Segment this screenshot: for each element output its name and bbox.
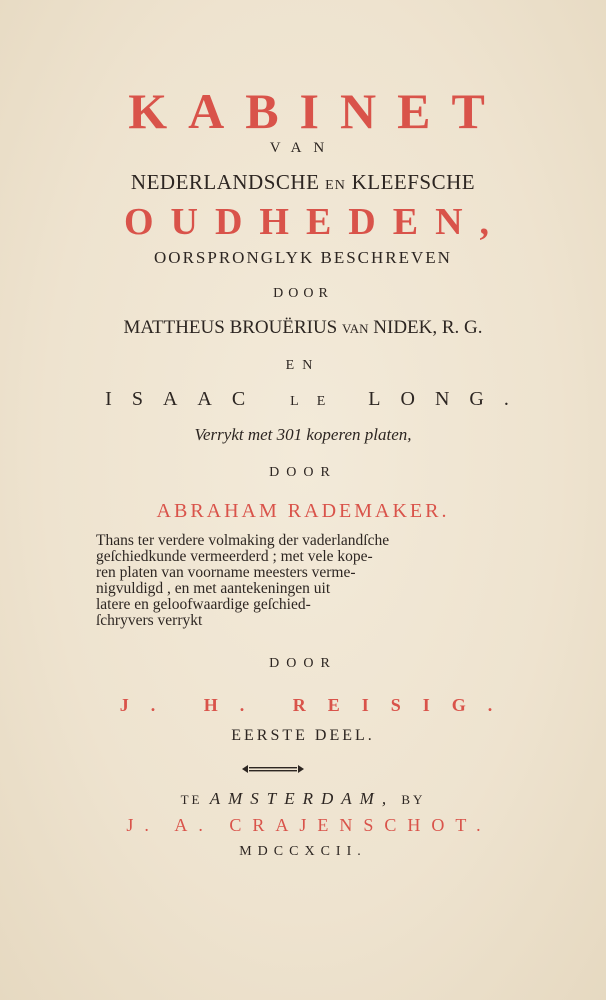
subtitle-line-1 bbox=[0, 170, 606, 195]
author-1-name: MATTHEUS BROUËRIUS bbox=[123, 317, 338, 338]
title-van: VAN bbox=[269, 140, 337, 156]
publisher-name: J. A. CRAJENSCHOT. bbox=[126, 815, 492, 835]
paragraph-line: ſchryvers verrykt bbox=[96, 612, 203, 629]
imprint-by: BY bbox=[401, 792, 426, 807]
author-2-surname: LONG. bbox=[368, 388, 529, 410]
subtitle-word-en: EN bbox=[325, 178, 346, 193]
author-2-le: LE bbox=[290, 394, 344, 409]
paragraph-line: latere en geloofwaardige geſchied- bbox=[96, 596, 311, 613]
author-1-van: VAN bbox=[342, 321, 369, 336]
paragraph-line: geſchiedkunde vermeerderd ; met vele kope- bbox=[96, 548, 373, 565]
subtitle-word-a: NEDERLANDSCHE bbox=[130, 170, 320, 194]
imprint-place bbox=[0, 789, 606, 809]
subtitle-line-2: OORSPRONGLYK BESCHREVEN bbox=[154, 248, 452, 267]
author-2 bbox=[0, 388, 606, 411]
paragraph-line: nigvuldigd , en met aantekeningen uit bbox=[96, 580, 331, 597]
paragraph-line: Thans ter verdere volmaking der vaderlandſche bbox=[96, 532, 390, 549]
door-label-2: DOOR bbox=[269, 465, 337, 480]
author-1-surname: NIDEK, R. G. bbox=[373, 317, 483, 338]
author-1 bbox=[0, 317, 606, 339]
plates-line: Verrykt met 301 koperen platen, bbox=[194, 425, 412, 444]
subtitle-word-b: KLEEFSCHE bbox=[351, 170, 476, 194]
volume-label: EERSTE DEEL. bbox=[231, 727, 375, 744]
door-label-1: DOOR bbox=[273, 286, 333, 301]
paragraph-line: ren platen van voorname meesters verme- bbox=[96, 564, 356, 581]
title-oudheden: OUDHEDEN, bbox=[123, 201, 507, 243]
description-paragraph bbox=[96, 533, 476, 629]
book-title: KABINET bbox=[128, 83, 506, 139]
imprint-te: TE bbox=[180, 792, 203, 807]
engraver-name: ABRAHAM RADEMAKER. bbox=[156, 500, 450, 522]
publication-year: MDCCXCII. bbox=[239, 844, 367, 859]
author-2-name: ISAAC bbox=[105, 388, 266, 410]
door-label-3: DOOR bbox=[269, 656, 337, 671]
imprint-city: AMSTERDAM, bbox=[209, 789, 395, 808]
editor-name: J. H. REISIG. bbox=[119, 695, 515, 715]
en-label: EN bbox=[285, 358, 321, 373]
ornamental-rule-icon bbox=[240, 763, 306, 775]
